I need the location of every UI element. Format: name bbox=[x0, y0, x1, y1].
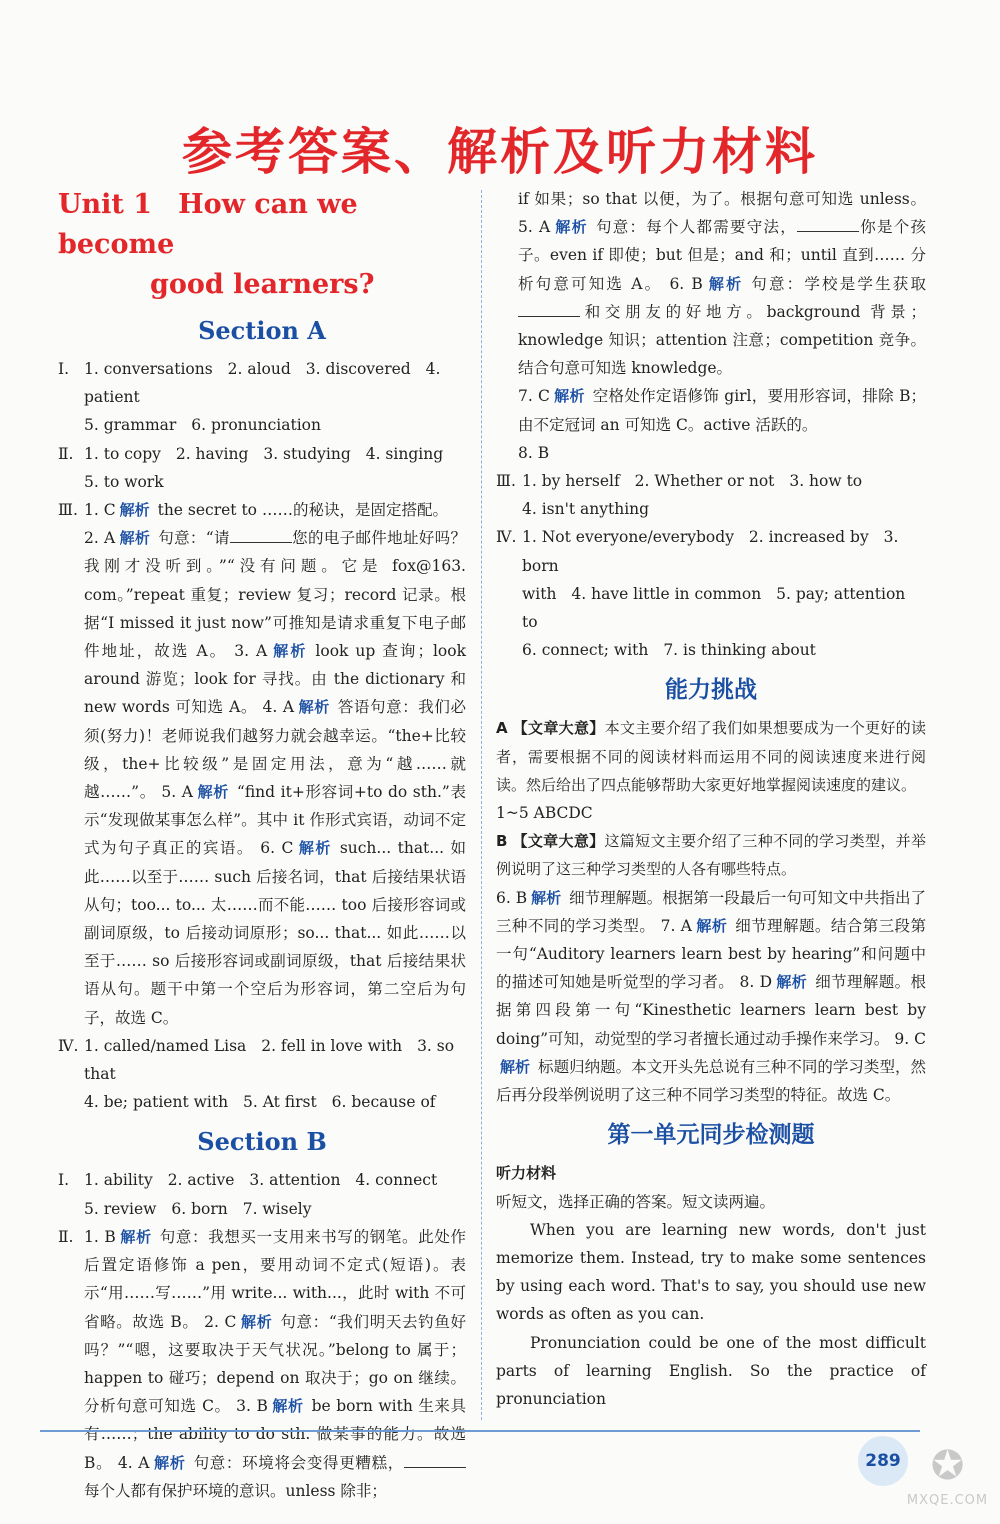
section-a-heading: Section A bbox=[198, 316, 326, 345]
part-number: Ⅱ. bbox=[58, 1227, 74, 1246]
jiexi-label: 解析 bbox=[271, 642, 308, 661]
answer: 5. to work bbox=[84, 472, 164, 491]
q-head: 6. B bbox=[669, 274, 703, 293]
answer: 2. Whether or not bbox=[634, 472, 775, 491]
jiexi-label: 解析 bbox=[240, 1312, 273, 1331]
answer: 1. by herself bbox=[522, 472, 620, 491]
explanation: 细节理解题。结合第三段第一句“Auditory learners learn best by hearing”和问题中的描述可知她是听觉型的学习者。 bbox=[496, 916, 926, 992]
sa-part-i bbox=[58, 355, 466, 440]
explanation: 每个人都有保护环境的意识。unless 除非； bbox=[84, 1481, 387, 1500]
q-head: 8. D bbox=[739, 973, 773, 992]
jiexi-label: 解析 bbox=[500, 1057, 531, 1076]
answer: 5. At first bbox=[243, 1093, 317, 1112]
q-head: 3. B bbox=[236, 1397, 268, 1416]
page-title: 参考答案、解析及听力材料 bbox=[182, 123, 818, 181]
explanation: 细节理解题。根据第四段第一句“Kinesthetic learners learn best by doing”可知，动觉型的学习者擅长通过动手操作来学习。 bbox=[496, 973, 926, 1048]
answer: 4. singing bbox=[365, 444, 444, 463]
answer: 1. Not everyone/everybody bbox=[522, 528, 734, 547]
answer: 1. to copy bbox=[84, 444, 161, 463]
explanation: “find it+形容词+to do sth.”表示“发现做某事怎么样”。其中 it 作形式宾语，动词不定式为句子真正的宾语。 bbox=[84, 783, 466, 858]
q-head: 2. A bbox=[84, 529, 116, 548]
answer: 6. born bbox=[171, 1199, 228, 1218]
sa-part-iv bbox=[58, 1032, 466, 1117]
challenge-heading: 能力挑战 bbox=[665, 677, 757, 704]
jiexi-label: 解析 bbox=[196, 783, 229, 802]
sb-part-ii bbox=[58, 1223, 466, 1505]
explanation: 和交朋友的好地方。background 背景；knowledge 知识；attention 注意；competition 竞争。结合句意可知选 knowledge。 bbox=[518, 302, 926, 378]
blank-line bbox=[518, 302, 580, 317]
answer: 7. wisely bbox=[242, 1199, 312, 1218]
answer: 2. having bbox=[175, 444, 249, 463]
answer: with bbox=[522, 584, 557, 603]
q-head: 6. C bbox=[260, 839, 294, 858]
explanation: 句意：每个人都需要守法， bbox=[595, 218, 797, 237]
q-head: 7. A bbox=[660, 916, 692, 935]
explanation: if 如果；so that 以便，为了。根据句意可知选 unless。 bbox=[518, 190, 926, 208]
answer: 6. pronunciation bbox=[191, 416, 321, 435]
sb-part-i bbox=[58, 1166, 466, 1222]
answer: 3. how to bbox=[789, 472, 863, 491]
jiexi-label: 解析 bbox=[119, 529, 151, 548]
answer: 4. connect bbox=[355, 1171, 438, 1190]
part-number: Ⅲ. bbox=[496, 472, 516, 491]
answer: 3. so that bbox=[84, 1036, 455, 1084]
unit-number: Unit 1 bbox=[58, 189, 153, 220]
part-number: Ⅰ. bbox=[58, 1171, 70, 1190]
explanation: 句意：环境将会变得更糟糕， bbox=[193, 1453, 404, 1472]
jiexi-label: 解析 bbox=[271, 1397, 304, 1416]
passage-paragraph: When you are learning new words, don't just memorize them. Instead, try to make some sentences by using each word. That's to say, you should use new words as often as you can. bbox=[496, 1220, 926, 1324]
q-head: 8. B bbox=[518, 443, 550, 462]
passage-b-answers bbox=[496, 884, 926, 1110]
answer: 4. isn't anything bbox=[522, 500, 650, 519]
right-column bbox=[496, 185, 926, 1413]
part-number: Ⅱ. bbox=[58, 444, 74, 463]
jiexi-label: 解析 bbox=[297, 839, 332, 858]
answer: 6. connect; with bbox=[522, 641, 649, 660]
left-column bbox=[58, 185, 466, 1505]
passage-paragraph: Pronunciation could be one of the most difficult parts of learning English. So the practice of pronunciation bbox=[496, 1333, 926, 1408]
explanation: 答语句意：我们必须(努力)！老师说我们越努力就会越幸运。“the+比较级，the+比较级”是固定用法，意为“越……就越……”。 bbox=[84, 698, 466, 802]
watermark-icon: ✪ bbox=[930, 1443, 965, 1489]
q-head: 5. A bbox=[518, 218, 551, 237]
watermark-text: MXQE.COM bbox=[906, 1493, 989, 1508]
passage-label: B bbox=[496, 832, 508, 851]
explanation: 句意：“请 bbox=[158, 529, 230, 548]
answer: 6. because of bbox=[331, 1093, 436, 1112]
answer: 1. conversations bbox=[84, 360, 213, 378]
q-head: 6. B bbox=[496, 888, 528, 907]
explanation: the secret to ……的秘诀，是固定搭配。 bbox=[157, 501, 448, 520]
listening-instruction: 听短文，选择正确的答案。短文读两遍。 bbox=[496, 1192, 776, 1211]
answer: 3. born bbox=[522, 528, 899, 575]
unit-title-line2: good learners? bbox=[150, 269, 375, 300]
explanation: 你是个孩子。even if 即使；but 但是；and 和；until 直到…… 分析句意可知选 A。 bbox=[518, 218, 926, 293]
part-iii bbox=[496, 467, 926, 523]
explanation: 句意：“我们明天去钓鱼好吗？”“嗯，这要取决于天气状况。”belong to 属于；happen to 碰巧；depend on 取决于；go on 继续。分析句意可知选 C。 bbox=[84, 1312, 466, 1416]
answer-continuation bbox=[496, 185, 926, 467]
jiexi-label: 解析 bbox=[695, 916, 728, 935]
unit-title bbox=[58, 185, 466, 305]
explanation: 细节理解题。根据第一段最后一句可知文中共指出了三种不同的学习类型。 bbox=[496, 888, 926, 935]
column-divider bbox=[481, 190, 482, 1420]
answer: 4. patient bbox=[84, 360, 441, 407]
summary-label: 【文章大意】 bbox=[512, 719, 605, 738]
jiexi-label: 解析 bbox=[554, 218, 588, 237]
answer: 4. be; patient with bbox=[84, 1093, 229, 1112]
answer: 2. aloud bbox=[227, 360, 291, 378]
passage-b-summary bbox=[496, 827, 926, 883]
q-head: 7. C bbox=[518, 387, 550, 406]
q-head: 9. C bbox=[894, 1029, 926, 1048]
jiexi-label: 解析 bbox=[119, 1227, 152, 1246]
page-number: 289 bbox=[858, 1436, 908, 1486]
blank-line bbox=[404, 1453, 466, 1468]
answer: 3. discovered bbox=[305, 360, 411, 378]
summary-label: 【文章大意】 bbox=[512, 832, 605, 851]
explanation: 标题归纳题。本文开头先总说有三种不同的学习类型，然后再分段举例说明了这三种不同学习类型的特征。故选 C。 bbox=[496, 1057, 926, 1105]
unit-title-line1: How can we become bbox=[58, 189, 358, 260]
answer: 5. review bbox=[84, 1199, 157, 1218]
answer: 2. increased by bbox=[748, 528, 869, 547]
answer: 2. fell in love with bbox=[261, 1036, 403, 1055]
answer: 2. active bbox=[167, 1171, 235, 1190]
answer: 7. is thinking about bbox=[663, 641, 816, 660]
sa-part-iii bbox=[58, 496, 466, 1032]
jiexi-label: 解析 bbox=[298, 698, 330, 717]
section-b-heading: Section B bbox=[197, 1127, 327, 1157]
jiexi-label: 解析 bbox=[776, 973, 808, 992]
explanation: 空格处作定语修饰 girl，要用形容词，排除 B；由不定冠词 an 可知选 C。active 活跃的。 bbox=[518, 387, 926, 434]
q-head: 5. A bbox=[161, 783, 193, 802]
passage-a-summary bbox=[496, 714, 926, 799]
part-number: Ⅳ. bbox=[58, 1036, 79, 1055]
explanation: 句意：学校是学生获取 bbox=[751, 274, 926, 293]
answer: 1. called/named Lisa bbox=[84, 1036, 247, 1055]
jiexi-label: 解析 bbox=[119, 501, 150, 520]
part-number: Ⅲ. bbox=[58, 501, 78, 520]
jiexi-label: 解析 bbox=[531, 888, 562, 907]
explanation: be born with 生来具有……；the ability to do sth. 做某事的能力。故选 B。 bbox=[84, 1397, 466, 1472]
answer: 5. grammar bbox=[84, 416, 177, 435]
explanation: look up 查询；look around 游览；look for 寻找。由 the dictionary 和 new words 可知选 A。 bbox=[84, 642, 466, 717]
explanation: such... that... 如此……以至于…… such 后接名词，that 后接结果状语从句；too... to... 太……而不能…… too 后接形容词或副词原级，to 后接动词原形；so... that... 如此……以至于…… so 后接形容词或副词原级，that 后接结果状语从句。题干中第一个空后为形容词，第二空后为句子，故选 C。 bbox=[84, 839, 466, 1027]
passage-label: A bbox=[496, 719, 508, 738]
answer: 3. attention bbox=[249, 1171, 341, 1190]
q-head: 1. B bbox=[84, 1227, 116, 1246]
listening-heading: 听力材料 bbox=[496, 1164, 557, 1183]
q-head: 1. C bbox=[84, 501, 116, 520]
answer: 4. have little in common bbox=[571, 584, 762, 603]
q-head: 4. A bbox=[262, 698, 295, 717]
passage-a-answers: 1~5 ABCDC bbox=[496, 804, 593, 823]
summary-text: 这篇短文主要介绍了三种不同的学习类型，并举例说明了这三种学习类型的人各有哪些特点。 bbox=[496, 832, 926, 879]
explanation: 句意：我想买一支用来书写的钢笔。此处作后置定语修饰 a pen，要用动词不定式(短语)。表示“用……写……”用 write... with...，此时 with 不可省略。故选 B。 bbox=[84, 1227, 466, 1331]
blank-line bbox=[230, 528, 292, 543]
answer: 3. studying bbox=[263, 444, 351, 463]
part-number: Ⅰ. bbox=[58, 360, 70, 378]
watermark bbox=[900, 1440, 995, 1520]
summary-text: 本文主要介绍了我们如果想要成为一个更好的读者，需要根据不同的阅读材料而运用不同的阅读速度来进行阅读。然后给出了四点能够帮助大家更好地掌握阅读速度的建议。 bbox=[496, 719, 926, 794]
answer: 1. ability bbox=[84, 1171, 153, 1190]
unit-test-heading: 第一单元同步检测题 bbox=[607, 1122, 815, 1149]
part-number: Ⅳ. bbox=[496, 528, 517, 547]
bottom-rule bbox=[40, 1430, 920, 1432]
answer: 5. pay; attention to bbox=[522, 584, 906, 632]
q-head: 2. C bbox=[204, 1312, 237, 1331]
part-iv bbox=[496, 523, 926, 664]
explanation: 您的电子邮件地址好吗？我刚才没听到。”“没有问题。它是 fox@163. com。”repeat 重复；review 复习；record 记录。根据“I missed it just now”可推知是请求重复下电子邮件地址，故选 A。 bbox=[84, 529, 466, 661]
q-head: 3. A bbox=[234, 642, 268, 661]
blank-line bbox=[797, 217, 859, 232]
q-head: 4. A bbox=[117, 1453, 150, 1472]
jiexi-label: 解析 bbox=[153, 1453, 186, 1472]
jiexi-label: 解析 bbox=[706, 274, 744, 293]
sa-part-ii bbox=[58, 440, 466, 496]
jiexi-label: 解析 bbox=[553, 387, 585, 406]
